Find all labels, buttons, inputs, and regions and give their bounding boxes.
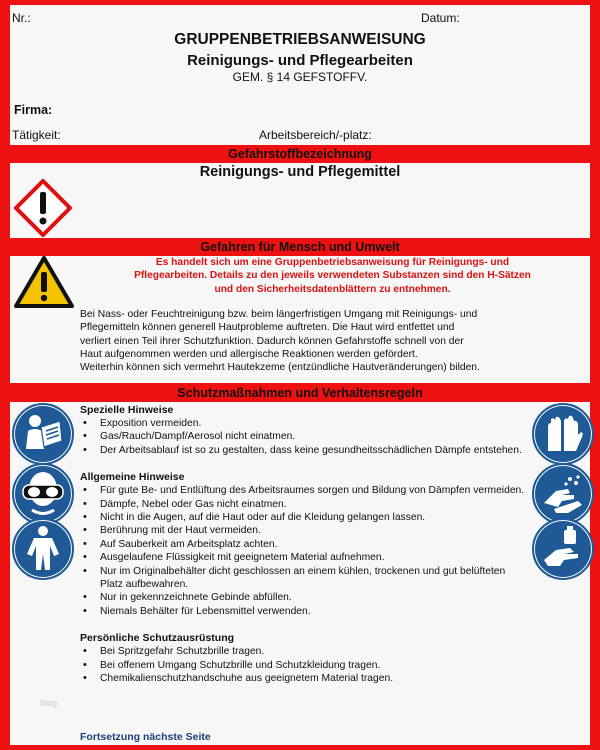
list-item: • Exposition vermeiden.	[80, 417, 525, 430]
arbeitsbereich-label: Arbeitsbereich/-platz:	[259, 128, 372, 142]
hazard-line: Pflegemitteln können generell Hautprobleme auftreten. Die Haut wird entfettet und	[80, 322, 455, 334]
list-item: • Ausgelaufene Flüssigkeit mit geeignetem Material aufnehmen.	[80, 551, 525, 564]
exclamation-ghs-icon	[14, 179, 72, 237]
list-item: • Bei Spritzgefahr Schutzbrille tragen.	[80, 645, 525, 658]
substance-name: Reinigungs- und Pflegemittel	[199, 164, 401, 180]
section-bar-gefahrstoff: Gefahrstoffbezeichnung	[228, 147, 372, 161]
list-item: • Für gute Be- und Entlüftung des Arbeitsraumes sorgen und Bildung von Dämpfen vermeiden.	[80, 484, 525, 497]
hazard-line: verliert einen Teil ihrer Schutzfunktion. Dadurch können Gefahrstoffe schnell von der	[80, 335, 464, 347]
protective-suit-icon	[12, 518, 74, 580]
gloves-icon	[532, 403, 594, 465]
list-item: • Nur im Originalbehälter dicht geschlossen an einem kühlen, trockenen und gut belüfteten Platz aufbewahren.	[80, 565, 525, 592]
regulation-reference: GEM. § 14 GEFSTOFFV.	[232, 70, 368, 84]
header-panel	[10, 5, 590, 145]
section-bar-gefahren: Gefahren für Mensch und Umwelt	[200, 240, 400, 254]
datum-label: Datum:	[421, 11, 460, 25]
section-bar-schutzmassnahmen: Schutzmaßnahmen und Verhaltensregeln	[177, 386, 423, 400]
general-notes-title: Allgemeine Hinweise	[80, 471, 185, 484]
list-item: • Niemals Behälter für Lebensmittel verwenden.	[80, 605, 525, 618]
hazard-line: Bei Nass- oder Feuchtreinigung bzw. beim längerfristigen Umgang mit Reinigungs- und	[80, 309, 478, 320]
list-item: • Berührung mit der Haut vermeiden.	[80, 524, 525, 537]
measures-text	[80, 404, 525, 686]
list-item: • Auf Sauberkeit am Arbeitsplatz achten.	[80, 538, 525, 551]
watermark: blog	[40, 698, 58, 708]
measures-panel	[10, 402, 590, 745]
list-item: • Nur in gekennzeichnete Gebinde abfüllen.	[80, 591, 525, 604]
nr-label: Nr.:	[12, 11, 31, 25]
hazard-line: Haut aufgenommen werden und allergische Reaktionen werden gefördert.	[80, 348, 418, 360]
document-title: GRUPPENBETRIEBSANWEISUNG	[174, 31, 426, 48]
warning-line: und den Sicherheitsdatenblättern zu entnehmen.	[214, 283, 451, 295]
warning-triangle-icon	[14, 256, 74, 308]
list-item: • Dämpfe, Nebel oder Gas nicht einatmen.	[80, 498, 525, 511]
ppe-title: Persönliche Schutzausrüstung	[80, 632, 235, 645]
list-item: • Der Arbeitsablauf ist so zu gestalten, dass keine gesundheitsschädlichen Dämpfe entstehen.	[80, 444, 525, 457]
continuation-note: Fortsetzung nächste Seite	[80, 731, 211, 743]
hazard-line: Weiterhin können sich vermehrt Hautekzeme (entzündliche Hautveränderungen) bilden.	[80, 362, 480, 374]
list-item: • Bei offenem Umgang Schutzbrille und Schutzkleidung tragen.	[80, 659, 525, 672]
hazard-description	[80, 308, 580, 374]
warning-line: Es handelt sich um eine Gruppenbetriebsanweisung für Reinigungs- und	[155, 257, 510, 268]
hand-wash-icon	[532, 463, 594, 525]
read-instructions-icon	[12, 403, 74, 465]
ppe-list	[80, 645, 525, 685]
substance-panel	[10, 163, 590, 238]
hazards-panel	[10, 256, 590, 383]
list-item: • Chemikalienschutzhandschuhe aus geeignetem Material tragen.	[80, 672, 525, 685]
goggles-icon	[12, 463, 74, 525]
list-item: • Nicht in die Augen, auf die Haut oder auf die Kleidung gelangen lassen.	[80, 511, 525, 524]
skin-cream-icon	[532, 518, 594, 580]
taetigkeit-label: Tätigkeit:	[12, 128, 61, 142]
list-item: • Gas/Rauch/Dampf/Aerosol nicht einatmen.	[80, 430, 525, 443]
document-subtitle: Reinigungs- und Pflegearbeiten	[187, 52, 413, 69]
special-notes-list	[80, 417, 525, 457]
warning-line: Pflegearbeiten. Details zu den jeweils verwendeten Substanzen sind den H-Sätzen	[134, 270, 531, 282]
special-notes-title: Spezielle Hinweise	[80, 404, 174, 416]
warning-text	[80, 256, 585, 296]
firma-label: Firma:	[14, 103, 53, 117]
general-notes-list	[80, 484, 525, 618]
